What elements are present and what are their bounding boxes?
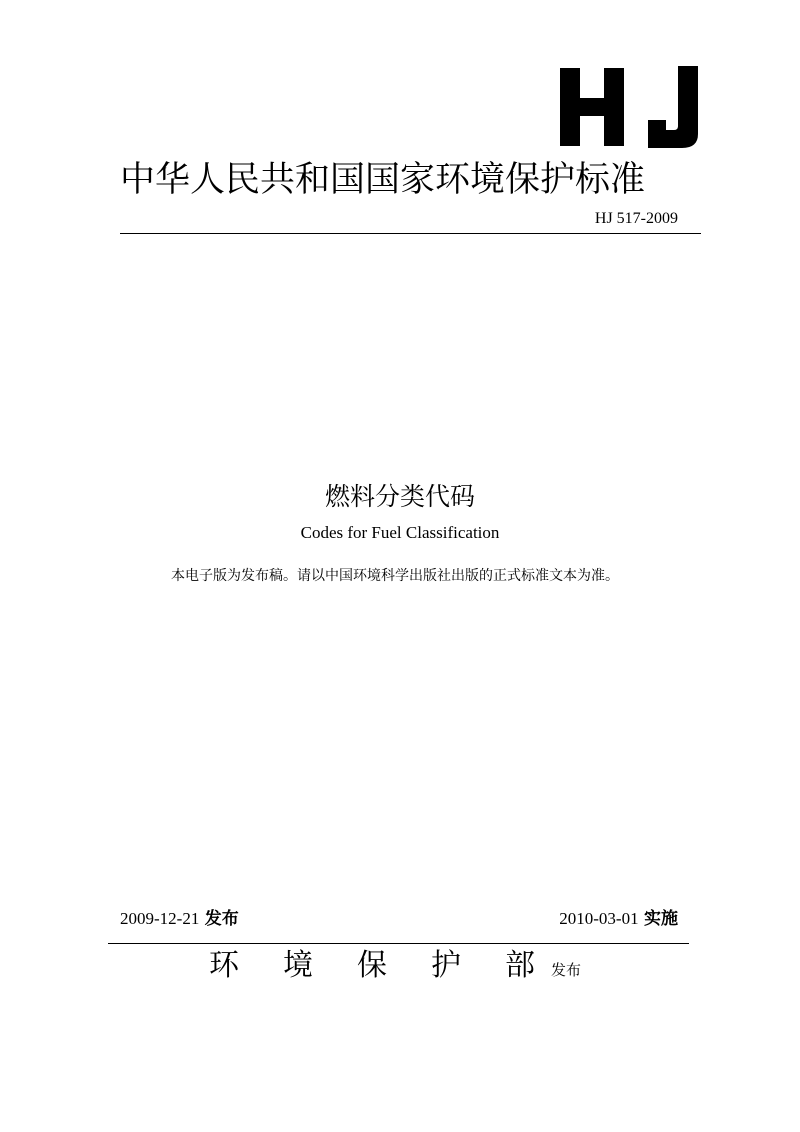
issue-label: 发布 (204, 909, 239, 929)
issuer-char: 保 (357, 948, 387, 983)
issuer-char: 护 (431, 948, 461, 983)
effective-date-line (559, 907, 678, 931)
issuer-char: 部 (505, 948, 535, 983)
issuer-char: 境 (283, 948, 313, 983)
standard-category-title: 中华人民共和国国家环境保护标准 (120, 160, 646, 200)
header-divider (120, 233, 701, 234)
standard-number: HJ 517-2009 (594, 210, 678, 227)
document-title-english: Codes for Fuel Classification (300, 523, 500, 542)
issuer-suffix: 发布 (551, 961, 582, 979)
electronic-version-notice: 本电子版为发布稿。请以中国环境科学出版社出版的正式标准文本为准。 (171, 568, 619, 584)
effective-date: 2010-03-01 (559, 909, 639, 928)
effective-label: 实施 (644, 909, 678, 929)
issuing-authority (209, 946, 535, 986)
document-title-chinese: 燃料分类代码 (324, 482, 475, 511)
issue-date-line (120, 907, 239, 931)
issuer-char: 环 (209, 948, 239, 983)
footer-divider (108, 943, 689, 944)
hj-logo (556, 56, 706, 156)
issue-date: 2009-12-21 (120, 909, 200, 928)
